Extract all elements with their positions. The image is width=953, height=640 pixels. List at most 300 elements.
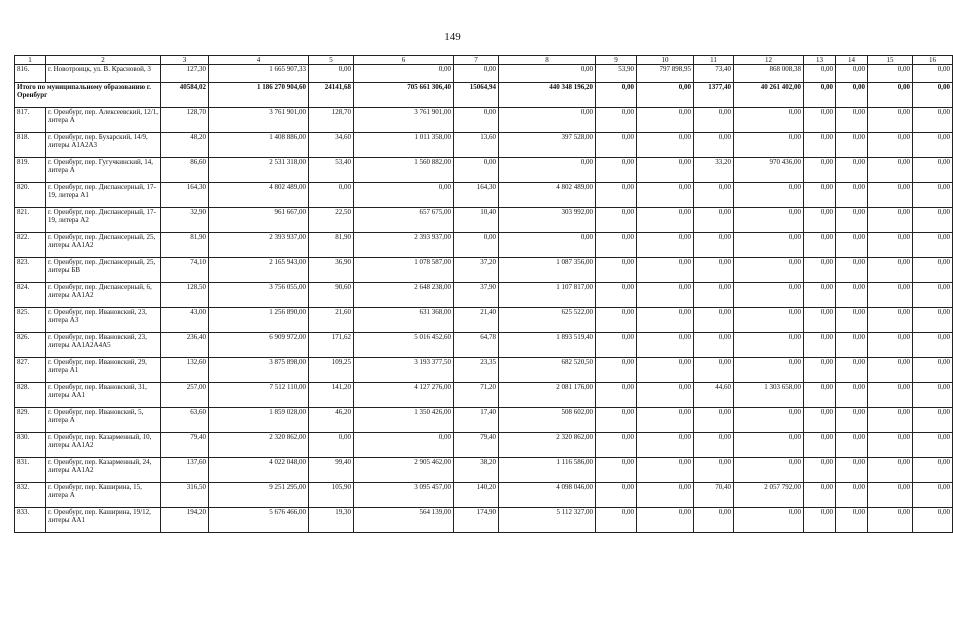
value-cell: 0,00 xyxy=(637,258,694,283)
value-cell: 63,60 xyxy=(161,408,209,433)
value-cell: 0,00 xyxy=(913,508,953,533)
value-cell: 0,00 xyxy=(734,333,804,358)
column-number-cell: 4 xyxy=(209,56,309,65)
table-row xyxy=(15,483,953,508)
value-cell: 3 761 901,00 xyxy=(354,108,454,133)
value-cell: 10,40 xyxy=(454,208,499,233)
value-cell: 0,00 xyxy=(804,308,836,333)
value-cell: 0,00 xyxy=(694,183,734,208)
value-cell: 0,00 xyxy=(637,333,694,358)
value-cell: 4 127 276,00 xyxy=(354,383,454,408)
value-cell: 0,00 xyxy=(868,258,913,283)
value-cell: 0,00 xyxy=(734,408,804,433)
value-cell: 0,00 xyxy=(804,183,836,208)
address-cell: г. Оренбург, пер. Диспансерный, 6, литеры АА1А2 xyxy=(46,283,161,308)
column-number-cell: 3 xyxy=(161,56,209,65)
value-cell: 2 320 862,00 xyxy=(209,433,309,458)
value-cell: 0,00 xyxy=(868,133,913,158)
value-cell: 3 095 457,00 xyxy=(354,483,454,508)
value-cell: 657 675,00 xyxy=(354,208,454,233)
value-cell: 3 875 898,00 xyxy=(209,358,309,383)
row-number-cell: 828. xyxy=(15,383,46,408)
value-cell: 0,00 xyxy=(637,158,694,183)
value-cell: 0,00 xyxy=(694,458,734,483)
value-cell: 0,00 xyxy=(868,408,913,433)
value-cell: 0,00 xyxy=(868,433,913,458)
value-cell: 0,00 xyxy=(868,383,913,408)
value-cell: 164,30 xyxy=(454,183,499,208)
value-cell: 0,00 xyxy=(734,108,804,133)
value-cell: 2 905 462,00 xyxy=(354,458,454,483)
value-cell: 140,20 xyxy=(454,483,499,508)
value-cell: 1 893 519,40 xyxy=(499,333,596,358)
value-cell: 23,35 xyxy=(454,358,499,383)
value-cell: 73,40 xyxy=(694,65,734,83)
value-cell: 0,00 xyxy=(354,183,454,208)
row-number-cell: 829. xyxy=(15,408,46,433)
value-cell: 0,00 xyxy=(354,433,454,458)
value-cell: 0,00 xyxy=(734,358,804,383)
address-cell: г. Оренбург, пер. Каширина, 15, литера А xyxy=(46,483,161,508)
value-cell: 631 368,00 xyxy=(354,308,454,333)
value-cell: 0,00 xyxy=(868,108,913,133)
column-number-cell: 10 xyxy=(637,56,694,65)
value-cell: 17,40 xyxy=(454,408,499,433)
value-cell: 0,00 xyxy=(596,333,637,358)
value-cell: 0,00 xyxy=(836,208,868,233)
value-cell: 682 520,50 xyxy=(499,358,596,383)
row-number-cell: 830. xyxy=(15,433,46,458)
value-cell: 0,00 xyxy=(596,433,637,458)
address-cell: г. Оренбург, пер. Диспансерный, 17-19, литера А2 xyxy=(46,208,161,233)
column-number-cell: 15 xyxy=(868,56,913,65)
total-label-cell: Итого по муниципальному образованию г. Оренбург xyxy=(15,83,161,108)
value-cell: 0,00 xyxy=(913,308,953,333)
value-cell: 970 436,00 xyxy=(734,158,804,183)
table-row xyxy=(15,208,953,233)
value-cell: 0,00 xyxy=(694,108,734,133)
value-cell: 2 393 937,00 xyxy=(209,233,309,258)
address-cell: г. Оренбург, пер. Диспансерный, 25, литеры АА1А2 xyxy=(46,233,161,258)
value-cell: 74,10 xyxy=(161,258,209,283)
value-cell: 19,30 xyxy=(309,508,354,533)
value-cell: 90,60 xyxy=(309,283,354,308)
row-number-cell: 816. xyxy=(15,65,46,83)
row-number-cell: 831. xyxy=(15,458,46,483)
value-cell: 81,90 xyxy=(309,233,354,258)
value-cell: 0,00 xyxy=(637,358,694,383)
row-number-cell: 821. xyxy=(15,208,46,233)
value-cell: 868 008,38 xyxy=(734,65,804,83)
row-number-cell: 820. xyxy=(15,183,46,208)
value-cell: 0,00 xyxy=(913,458,953,483)
value-cell: 86,60 xyxy=(161,158,209,183)
value-cell: 0,00 xyxy=(804,83,836,108)
value-cell: 0,00 xyxy=(637,183,694,208)
value-cell: 0,00 xyxy=(913,233,953,258)
value-cell: 2 393 937,00 xyxy=(354,233,454,258)
address-cell: г. Оренбург, пер. Казарменный, 10, литеры АА1А2 xyxy=(46,433,161,458)
value-cell: 397 528,00 xyxy=(499,133,596,158)
value-cell: 303 992,00 xyxy=(499,208,596,233)
value-cell: 13,60 xyxy=(454,133,499,158)
value-cell: 1 087 356,00 xyxy=(499,258,596,283)
value-cell: 0,00 xyxy=(913,108,953,133)
value-cell: 236,40 xyxy=(161,333,209,358)
value-cell: 0,00 xyxy=(868,358,913,383)
value-cell: 0,00 xyxy=(734,208,804,233)
value-cell: 2 057 792,00 xyxy=(734,483,804,508)
value-cell: 1 303 658,00 xyxy=(734,383,804,408)
row-number-cell: 827. xyxy=(15,358,46,383)
value-cell: 1 256 890,00 xyxy=(209,308,309,333)
value-cell: 3 756 055,00 xyxy=(209,283,309,308)
value-cell: 0,00 xyxy=(596,308,637,333)
value-cell: 0,00 xyxy=(868,458,913,483)
table-row xyxy=(15,65,953,83)
table-row xyxy=(15,508,953,533)
value-cell: 37,20 xyxy=(454,258,499,283)
value-cell: 0,00 xyxy=(734,258,804,283)
value-cell: 0,00 xyxy=(734,283,804,308)
value-cell: 564 139,00 xyxy=(354,508,454,533)
value-cell: 3 193 377,50 xyxy=(354,358,454,383)
value-cell: 0,00 xyxy=(596,83,637,108)
value-cell: 0,00 xyxy=(734,433,804,458)
value-cell: 0,00 xyxy=(694,433,734,458)
value-cell: 0,00 xyxy=(454,108,499,133)
value-cell: 257,00 xyxy=(161,383,209,408)
table-row xyxy=(15,308,953,333)
value-cell: 0,00 xyxy=(836,383,868,408)
value-cell: 53,90 xyxy=(596,65,637,83)
value-cell: 1 011 358,00 xyxy=(354,133,454,158)
address-cell: г. Новотроицк, ул. В. Красновой, 3 xyxy=(46,65,161,83)
value-cell: 0,00 xyxy=(637,508,694,533)
row-number-cell: 817. xyxy=(15,108,46,133)
value-cell: 164,30 xyxy=(161,183,209,208)
address-cell: г. Оренбург, пер. Гугучкинский, 14, литера А xyxy=(46,158,161,183)
value-cell: 2 531 318,00 xyxy=(209,158,309,183)
value-cell: 0,00 xyxy=(637,283,694,308)
value-cell: 79,40 xyxy=(161,433,209,458)
value-cell: 1 116 586,00 xyxy=(499,458,596,483)
value-cell: 109,25 xyxy=(309,358,354,383)
value-cell: 132,60 xyxy=(161,358,209,383)
value-cell: 0,00 xyxy=(499,108,596,133)
value-cell: 0,00 xyxy=(913,283,953,308)
value-cell: 1 350 426,00 xyxy=(354,408,454,433)
value-cell: 0,00 xyxy=(836,408,868,433)
value-cell: 0,00 xyxy=(836,433,868,458)
value-cell: 0,00 xyxy=(868,233,913,258)
value-cell: 0,00 xyxy=(836,258,868,283)
value-cell: 0,00 xyxy=(596,483,637,508)
row-number-cell: 824. xyxy=(15,283,46,308)
value-cell: 64,78 xyxy=(454,333,499,358)
column-number-cell: 7 xyxy=(454,56,499,65)
column-number-cell: 8 xyxy=(499,56,596,65)
address-cell: г. Оренбург, пер. Каширина, 19/12, литеры АА1 xyxy=(46,508,161,533)
value-cell: 4 098 046,00 xyxy=(499,483,596,508)
value-cell: 40584,02 xyxy=(161,83,209,108)
value-cell: 0,00 xyxy=(694,358,734,383)
value-cell: 0,00 xyxy=(913,433,953,458)
value-cell: 34,60 xyxy=(309,133,354,158)
table-row xyxy=(15,283,953,308)
value-cell: 44,60 xyxy=(694,383,734,408)
address-cell: г. Оренбург, пер. Ивановский, 23, литера А3 xyxy=(46,308,161,333)
value-cell: 0,00 xyxy=(868,283,913,308)
table-row xyxy=(15,158,953,183)
value-cell: 0,00 xyxy=(734,458,804,483)
value-cell: 0,00 xyxy=(836,83,868,108)
address-cell: г. Оренбург, пер. Казарменный, 24, литеры АА1А2 xyxy=(46,458,161,483)
value-cell: 2 165 943,00 xyxy=(209,258,309,283)
value-cell: 0,00 xyxy=(868,483,913,508)
value-cell: 0,00 xyxy=(804,483,836,508)
value-cell: 194,20 xyxy=(161,508,209,533)
value-cell: 2 648 238,00 xyxy=(354,283,454,308)
row-number-cell: 825. xyxy=(15,308,46,333)
column-number-cell: 14 xyxy=(836,56,868,65)
value-cell: 105,90 xyxy=(309,483,354,508)
value-cell: 0,00 xyxy=(804,508,836,533)
value-cell: 0,00 xyxy=(637,133,694,158)
value-cell: 0,00 xyxy=(804,408,836,433)
value-cell: 0,00 xyxy=(734,183,804,208)
address-cell: г. Оренбург, пер. Ивановский, 31, литеры АА1 xyxy=(46,383,161,408)
column-number-cell: 13 xyxy=(804,56,836,65)
value-cell: 0,00 xyxy=(596,383,637,408)
value-cell: 0,00 xyxy=(694,308,734,333)
value-cell: 37,90 xyxy=(454,283,499,308)
value-cell: 0,00 xyxy=(499,65,596,83)
value-cell: 0,00 xyxy=(309,183,354,208)
address-cell: г. Оренбург, пер. Ивановский, 23, литеры АА1А2А4А5 xyxy=(46,333,161,358)
value-cell: 0,00 xyxy=(804,433,836,458)
value-cell: 0,00 xyxy=(836,233,868,258)
value-cell: 0,00 xyxy=(868,308,913,333)
value-cell: 0,00 xyxy=(804,208,836,233)
value-cell: 0,00 xyxy=(913,333,953,358)
value-cell: 71,20 xyxy=(454,383,499,408)
value-cell: 0,00 xyxy=(596,133,637,158)
column-number-cell: 2 xyxy=(46,56,161,65)
column-number-cell: 12 xyxy=(734,56,804,65)
value-cell: 0,00 xyxy=(836,483,868,508)
value-cell: 1 665 907,33 xyxy=(209,65,309,83)
value-cell: 0,00 xyxy=(804,283,836,308)
column-number-cell: 6 xyxy=(354,56,454,65)
row-number-cell: 826. xyxy=(15,333,46,358)
value-cell: 33,20 xyxy=(694,158,734,183)
value-cell: 0,00 xyxy=(596,233,637,258)
value-cell: 0,00 xyxy=(868,208,913,233)
value-cell: 0,00 xyxy=(694,408,734,433)
data-table xyxy=(14,55,953,533)
value-cell: 0,00 xyxy=(804,333,836,358)
value-cell: 0,00 xyxy=(596,408,637,433)
value-cell: 0,00 xyxy=(868,83,913,108)
column-number-cell: 16 xyxy=(913,56,953,65)
value-cell: 48,20 xyxy=(161,133,209,158)
value-cell: 0,00 xyxy=(454,65,499,83)
value-cell: 0,00 xyxy=(836,183,868,208)
value-cell: 53,40 xyxy=(309,158,354,183)
value-cell: 0,00 xyxy=(913,83,953,108)
value-cell: 0,00 xyxy=(913,183,953,208)
value-cell: 0,00 xyxy=(804,158,836,183)
table-row xyxy=(15,108,953,133)
value-cell: 128,70 xyxy=(309,108,354,133)
value-cell: 0,00 xyxy=(596,108,637,133)
value-cell: 0,00 xyxy=(868,508,913,533)
value-cell: 0,00 xyxy=(734,133,804,158)
value-cell: 0,00 xyxy=(637,433,694,458)
value-cell: 0,00 xyxy=(868,158,913,183)
value-cell: 1 078 587,00 xyxy=(354,258,454,283)
value-cell: 0,00 xyxy=(596,158,637,183)
value-cell: 1 859 028,00 xyxy=(209,408,309,433)
value-cell: 0,00 xyxy=(637,208,694,233)
value-cell: 7 512 110,00 xyxy=(209,383,309,408)
value-cell: 0,00 xyxy=(637,483,694,508)
value-cell: 0,00 xyxy=(637,458,694,483)
value-cell: 4 802 489,00 xyxy=(499,183,596,208)
value-cell: 0,00 xyxy=(804,258,836,283)
value-cell: 0,00 xyxy=(596,283,637,308)
address-cell: г. Оренбург, пер. Бухарский, 14/9, литеры А1А2А3 xyxy=(46,133,161,158)
table-row xyxy=(15,408,953,433)
value-cell: 2 320 862,00 xyxy=(499,433,596,458)
value-cell: 0,00 xyxy=(596,258,637,283)
column-number-cell: 9 xyxy=(596,56,637,65)
value-cell: 36,90 xyxy=(309,258,354,283)
value-cell: 0,00 xyxy=(596,508,637,533)
address-cell: г. Оренбург, пер. Диспансерный, 17-19, литера А1 xyxy=(46,183,161,208)
value-cell: 174,90 xyxy=(454,508,499,533)
value-cell: 0,00 xyxy=(913,483,953,508)
address-cell: г. Оренбург, пер. Ивановский, 29, литера А1 xyxy=(46,358,161,383)
value-cell: 0,00 xyxy=(913,408,953,433)
value-cell: 0,00 xyxy=(836,158,868,183)
value-cell: 0,00 xyxy=(804,65,836,83)
value-cell: 0,00 xyxy=(804,458,836,483)
value-cell: 128,50 xyxy=(161,283,209,308)
value-cell: 0,00 xyxy=(804,383,836,408)
value-cell: 440 348 196,20 xyxy=(499,83,596,108)
value-cell: 0,00 xyxy=(596,458,637,483)
row-number-cell: 823. xyxy=(15,258,46,283)
value-cell: 0,00 xyxy=(836,508,868,533)
table-row xyxy=(15,433,953,458)
value-cell: 5 016 452,60 xyxy=(354,333,454,358)
value-cell: 0,00 xyxy=(868,183,913,208)
value-cell: 705 661 306,40 xyxy=(354,83,454,108)
column-number-cell: 5 xyxy=(309,56,354,65)
value-cell: 9 251 295,00 xyxy=(209,483,309,508)
value-cell: 0,00 xyxy=(836,108,868,133)
value-cell: 316,50 xyxy=(161,483,209,508)
value-cell: 0,00 xyxy=(694,333,734,358)
value-cell: 0,00 xyxy=(694,283,734,308)
table-row xyxy=(15,183,953,208)
value-cell: 0,00 xyxy=(734,508,804,533)
value-cell: 5 112 327,00 xyxy=(499,508,596,533)
value-cell: 0,00 xyxy=(499,233,596,258)
value-cell: 6 909 972,00 xyxy=(209,333,309,358)
value-cell: 46,20 xyxy=(309,408,354,433)
total-row xyxy=(15,83,953,108)
value-cell: 70,40 xyxy=(694,483,734,508)
value-cell: 137,60 xyxy=(161,458,209,483)
value-cell: 4 802 489,00 xyxy=(209,183,309,208)
value-cell: 99,40 xyxy=(309,458,354,483)
value-cell: 0,00 xyxy=(913,383,953,408)
value-cell: 0,00 xyxy=(804,358,836,383)
value-cell: 0,00 xyxy=(637,83,694,108)
value-cell: 0,00 xyxy=(804,233,836,258)
value-cell: 0,00 xyxy=(734,233,804,258)
column-number-row xyxy=(15,56,953,65)
table-row xyxy=(15,233,953,258)
page-number: 149 xyxy=(444,31,461,43)
value-cell: 625 522,00 xyxy=(499,308,596,333)
value-cell: 0,00 xyxy=(836,308,868,333)
value-cell: 32,90 xyxy=(161,208,209,233)
value-cell: 1 560 882,00 xyxy=(354,158,454,183)
value-cell: 0,00 xyxy=(354,65,454,83)
table-row xyxy=(15,383,953,408)
value-cell: 0,00 xyxy=(868,333,913,358)
table-row xyxy=(15,358,953,383)
value-cell: 0,00 xyxy=(637,383,694,408)
value-cell: 0,00 xyxy=(836,65,868,83)
column-number-cell: 1 xyxy=(15,56,46,65)
value-cell: 15064,94 xyxy=(454,83,499,108)
value-cell: 38,20 xyxy=(454,458,499,483)
value-cell: 43,00 xyxy=(161,308,209,333)
value-cell: 0,00 xyxy=(499,158,596,183)
value-cell: 21,60 xyxy=(309,308,354,333)
value-cell: 0,00 xyxy=(913,65,953,83)
value-cell: 0,00 xyxy=(836,358,868,383)
value-cell: 0,00 xyxy=(913,358,953,383)
row-number-cell: 822. xyxy=(15,233,46,258)
value-cell: 0,00 xyxy=(596,183,637,208)
table-row xyxy=(15,133,953,158)
value-cell: 0,00 xyxy=(596,208,637,233)
value-cell: 21,40 xyxy=(454,308,499,333)
value-cell: 0,00 xyxy=(637,308,694,333)
value-cell: 0,00 xyxy=(694,208,734,233)
value-cell: 0,00 xyxy=(694,133,734,158)
value-cell: 0,00 xyxy=(868,65,913,83)
column-number-cell: 11 xyxy=(694,56,734,65)
value-cell: 171,62 xyxy=(309,333,354,358)
value-cell: 0,00 xyxy=(913,258,953,283)
table-row xyxy=(15,333,953,358)
address-cell: г. Оренбург, пер. Алексеевский, 12/1, литера А xyxy=(46,108,161,133)
value-cell: 0,00 xyxy=(454,233,499,258)
value-cell: 81,90 xyxy=(161,233,209,258)
value-cell: 508 602,00 xyxy=(499,408,596,433)
value-cell: 0,00 xyxy=(637,408,694,433)
value-cell: 1377,40 xyxy=(694,83,734,108)
value-cell: 3 761 901,00 xyxy=(209,108,309,133)
row-number-cell: 818. xyxy=(15,133,46,158)
